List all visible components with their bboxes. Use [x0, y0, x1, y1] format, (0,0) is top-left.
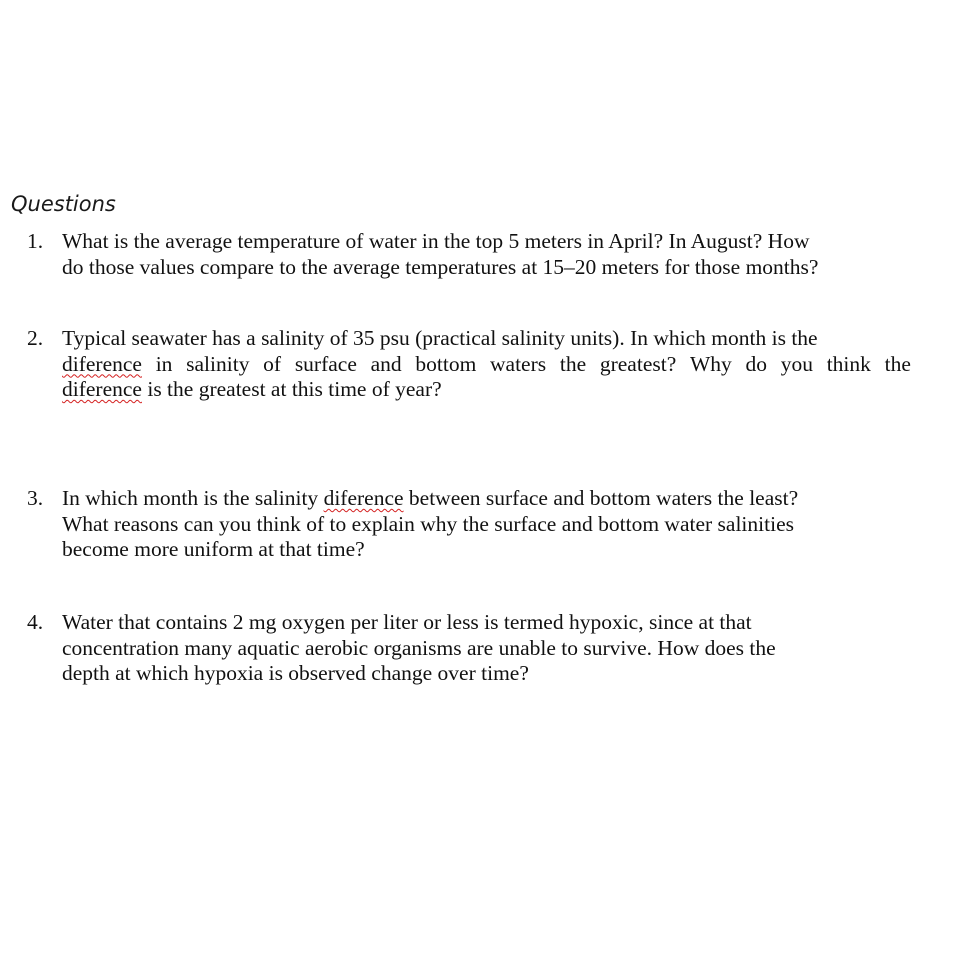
- question-3: [27, 486, 911, 563]
- misspelled-word: diference: [323, 486, 404, 510]
- question-line: What is the average temperature of water in the top 5 meters in April? In August? How: [62, 229, 810, 253]
- word: surface: [294, 351, 357, 376]
- word: think: [826, 351, 871, 376]
- word: greatest?: [599, 351, 677, 376]
- question-line: do those values compare to the average temperatures at 15–20 meters for those months?: [62, 254, 819, 279]
- question-text: [62, 229, 911, 280]
- question-line: concentration many aquatic aerobic organisms are unable to survive. How does the: [62, 635, 776, 660]
- word: bottom: [415, 351, 477, 376]
- section-heading: Questions: [11, 192, 116, 216]
- question-line: [62, 352, 911, 378]
- word: of: [263, 351, 282, 376]
- question-line: [62, 486, 911, 512]
- misspelled-word: diference: [62, 351, 142, 376]
- question-text: [62, 610, 911, 687]
- question-text: [62, 326, 911, 403]
- misspelled-word: diference: [62, 377, 142, 401]
- word: the: [559, 351, 587, 376]
- question-line: depth at which hypoxia is observed change over time?: [62, 661, 529, 685]
- text-run: In which month is the salinity: [62, 486, 324, 510]
- question-4: [27, 610, 911, 687]
- question-2: [27, 326, 911, 403]
- text-run: is the greatest at this time of year?: [141, 377, 442, 401]
- question-number: 2.: [27, 326, 44, 350]
- question-1: [27, 229, 911, 280]
- question-number: 3.: [27, 486, 44, 510]
- word: the: [884, 351, 911, 376]
- word: waters: [490, 351, 547, 376]
- question-number: 1.: [27, 229, 44, 253]
- word: do: [745, 351, 767, 376]
- word: salinity: [186, 351, 250, 376]
- question-line: What reasons can you think of to explain why the surface and bottom water salinities: [62, 511, 794, 536]
- word: and: [370, 351, 402, 376]
- text-run: between surface and bottom waters the least?: [403, 486, 799, 510]
- question-line: Typical seawater has a salinity of 35 psu (practical salinity units). In which month is the: [62, 326, 818, 350]
- question-line: become more uniform at that time?: [62, 537, 365, 561]
- question-line: Water that contains 2 mg oxygen per liter or less is termed hypoxic, since at that: [62, 610, 752, 634]
- question-number: 4.: [27, 610, 44, 634]
- question-text: [62, 486, 911, 563]
- word: you: [780, 351, 813, 376]
- question-line: [62, 377, 911, 403]
- word: Why: [689, 351, 732, 376]
- word: in: [155, 351, 173, 376]
